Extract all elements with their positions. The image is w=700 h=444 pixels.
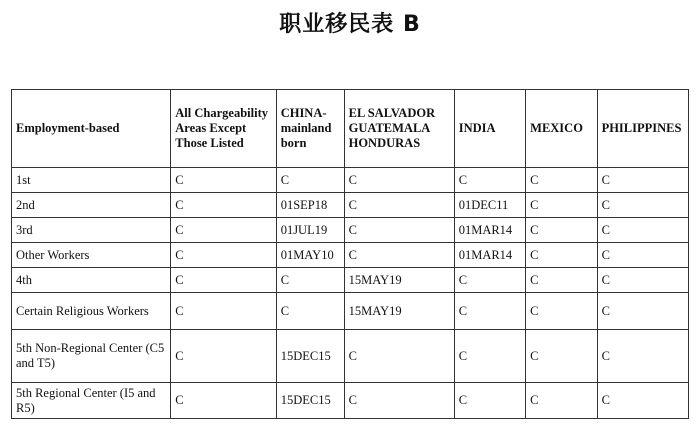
cell-all-chargeability: C	[171, 243, 276, 268]
cell-philippines: C	[597, 218, 688, 243]
cell-mexico: C	[526, 383, 597, 419]
employment-visa-bulletin-table	[11, 89, 689, 419]
cell-el-salvador-guatemala-honduras: C	[344, 193, 454, 218]
table-row	[12, 268, 689, 293]
header-mexico: MEXICO	[526, 90, 597, 168]
cell-philippines: C	[597, 268, 688, 293]
cell-el-salvador-guatemala-honduras: 15MAY19	[344, 268, 454, 293]
cell-china: C	[276, 168, 344, 193]
row-category: 5th Non-Regional Center (C5 and T5)	[12, 330, 171, 383]
cell-china: 15DEC15	[276, 330, 344, 383]
cell-philippines: C	[597, 383, 688, 419]
cell-all-chargeability: C	[171, 268, 276, 293]
cell-mexico: C	[526, 293, 597, 330]
row-category: 3rd	[12, 218, 171, 243]
cell-india: 01MAR14	[454, 218, 525, 243]
cell-mexico: C	[526, 243, 597, 268]
cell-all-chargeability: C	[171, 293, 276, 330]
cell-mexico: C	[526, 193, 597, 218]
cell-india: C	[454, 168, 525, 193]
header-el-salvador-guatemala-honduras: EL SALVADOR GUATEMALA HONDURAS	[344, 90, 454, 168]
cell-el-salvador-guatemala-honduras: C	[344, 330, 454, 383]
cell-china: C	[276, 293, 344, 330]
table-row	[12, 218, 689, 243]
cell-all-chargeability: C	[171, 168, 276, 193]
cell-mexico: C	[526, 330, 597, 383]
cell-el-salvador-guatemala-honduras: 15MAY19	[344, 293, 454, 330]
cell-mexico: C	[526, 218, 597, 243]
cell-el-salvador-guatemala-honduras: C	[344, 243, 454, 268]
cell-china: 01MAY10	[276, 243, 344, 268]
cell-india: C	[454, 330, 525, 383]
row-category: 5th Regional Center (I5 and R5)	[12, 383, 171, 419]
cell-all-chargeability: C	[171, 218, 276, 243]
table-row	[12, 243, 689, 268]
table-header-row	[12, 90, 689, 168]
cell-philippines: C	[597, 193, 688, 218]
row-category: Other Workers	[12, 243, 171, 268]
row-category: 1st	[12, 168, 171, 193]
cell-mexico: C	[526, 268, 597, 293]
cell-india: 01DEC11	[454, 193, 525, 218]
row-category: 2nd	[12, 193, 171, 218]
cell-china: C	[276, 268, 344, 293]
cell-philippines: C	[597, 168, 688, 193]
cell-philippines: C	[597, 330, 688, 383]
cell-china: 01JUL19	[276, 218, 344, 243]
cell-all-chargeability: C	[171, 193, 276, 218]
row-category: Certain Religious Workers	[12, 293, 171, 330]
cell-philippines: C	[597, 243, 688, 268]
table-row	[12, 293, 689, 330]
header-philippines: PHILIPPINES	[597, 90, 688, 168]
cell-india: C	[454, 268, 525, 293]
cell-el-salvador-guatemala-honduras: C	[344, 383, 454, 419]
cell-mexico: C	[526, 168, 597, 193]
header-all-chargeability: All Chargeability Areas Except Those Listed	[171, 90, 276, 168]
cell-china: 15DEC15	[276, 383, 344, 419]
cell-india: 01MAR14	[454, 243, 525, 268]
page-title: 职业移民表 B	[279, 12, 421, 37]
cell-el-salvador-guatemala-honduras: C	[344, 218, 454, 243]
cell-all-chargeability: C	[171, 383, 276, 419]
cell-el-salvador-guatemala-honduras: C	[344, 168, 454, 193]
cell-india: C	[454, 293, 525, 330]
table-row	[12, 168, 689, 193]
cell-philippines: C	[597, 293, 688, 330]
table-row	[12, 383, 689, 419]
cell-china: 01SEP18	[276, 193, 344, 218]
header-china: CHINA-mainland born	[276, 90, 344, 168]
header-employment-based: Employment-based	[12, 90, 171, 168]
cell-india: C	[454, 383, 525, 419]
table-row	[12, 330, 689, 383]
row-category: 4th	[12, 268, 171, 293]
header-india: INDIA	[454, 90, 525, 168]
cell-all-chargeability: C	[171, 330, 276, 383]
table-row	[12, 193, 689, 218]
